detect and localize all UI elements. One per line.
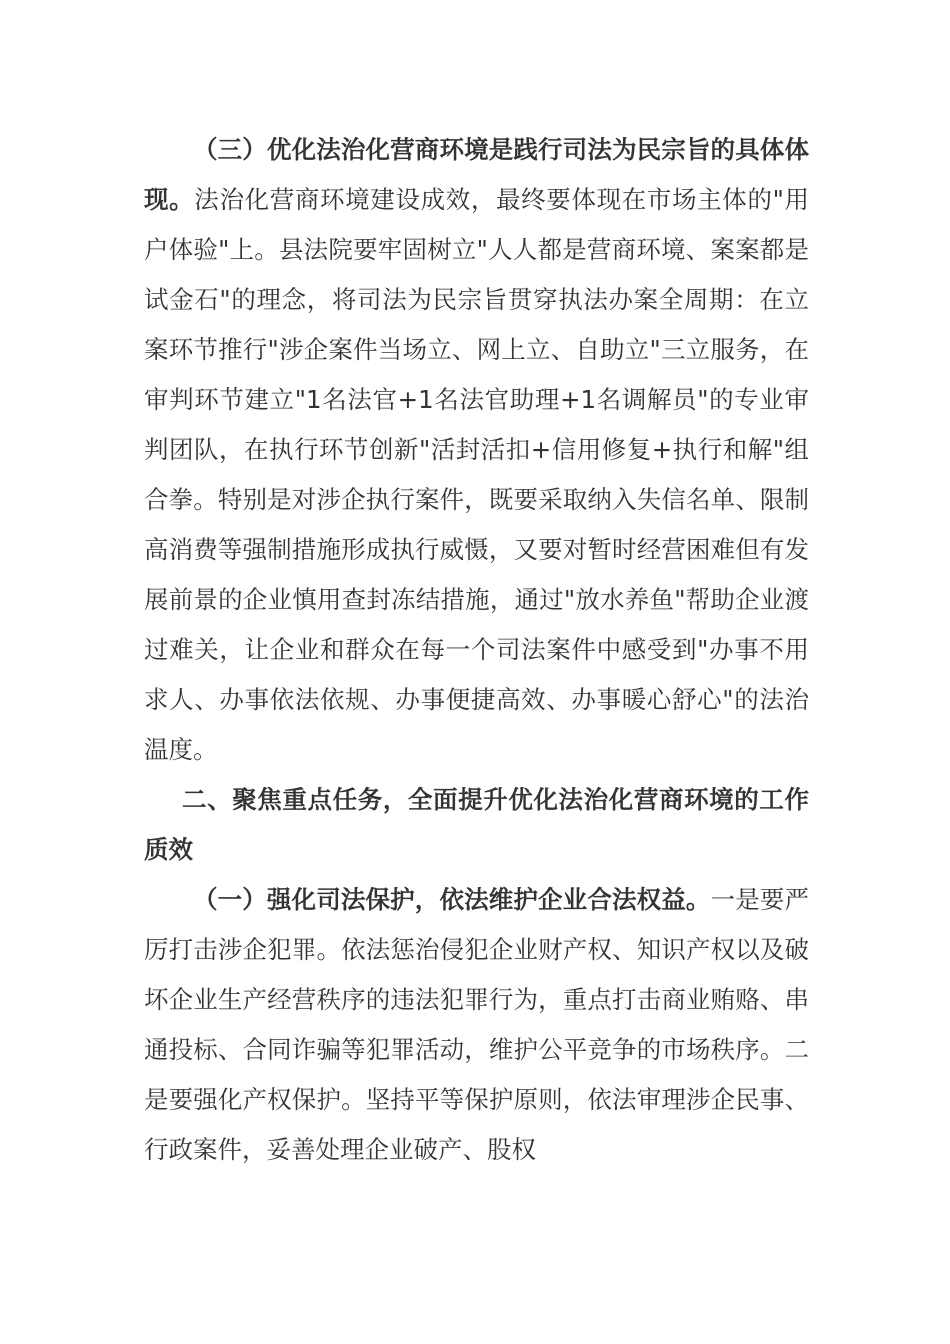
paragraph-subsection-1-lead: （一）强化司法保护，依法维护企业合法权益。 xyxy=(193,885,711,914)
document-body xyxy=(144,125,809,1175)
paragraph-section-3 xyxy=(144,125,809,775)
paragraph-section-3-lead: （三）优化法治化营商环境是践行司法为民宗旨的具体体现。 xyxy=(144,135,809,214)
paragraph-section-3-body: 法治化营商环境建设成效，最终要体现在市场主体的"用户体验"上。县法院要牢固树立"人人都是营商环境、案案都是试金石"的理念，将司法为民宗旨贯穿执法办案全周期：在立案环节推行"涉企案件当场立、网上立、自助立"三立服务，在审判环节建立"1名法官+1名法官助理+1名调解员"的专业审判团队，在执行环节创新"活封活扣+信用修复+执行和解"组合拳。特别是对涉企执行案件，既要采取纳入失信名单、限制高消费等强制措施形成执行威慑，又要对暂时经营困难但有发展前景的企业慎用查封冻结措施，通过"放水养鱼"帮助企业渡过难关，让企业和群众在每一个司法案件中感受到"办事不用求人、办事依法依规、办事便捷高效、办事暖心舒心"的法治温度。 xyxy=(144,185,809,764)
paragraph-subsection-1-body: 一是要严厉打击涉企犯罪。依法惩治侵犯企业财产权、知识产权以及破坏企业生产经营秩序的违法犯罪行为，重点打击商业贿赂、串通投标、合同诈骗等犯罪活动，维护公平竞争的市场秩序。二是要强化产权保护。坚持平等保护原则，依法审理涉企民事、行政案件，妥善处理企业破产、股权 xyxy=(144,885,809,1164)
paragraph-subsection-1 xyxy=(144,875,809,1175)
section-heading-2: 二、聚焦重点任务，全面提升优化法治化营商环境的工作质效 xyxy=(144,785,809,864)
